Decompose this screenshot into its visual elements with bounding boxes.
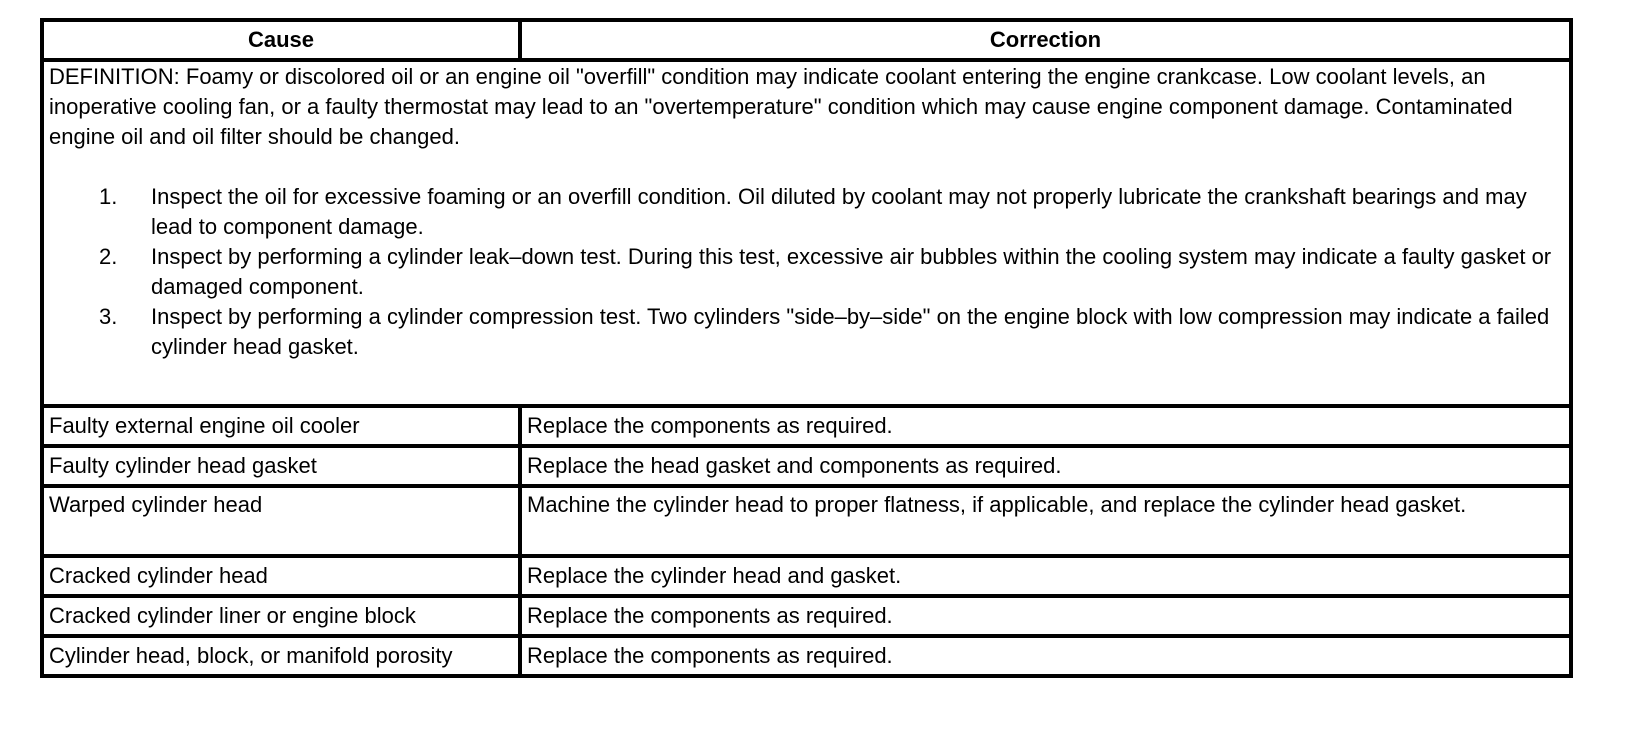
inspection-steps: [49, 182, 1564, 362]
step-number: 2.: [99, 244, 118, 269]
correction-cell: Replace the cylinder head and gasket.: [520, 556, 1571, 596]
cause-cell: Faulty cylinder head gasket: [42, 446, 520, 486]
table-row: [42, 446, 1571, 486]
header-row: [42, 20, 1571, 60]
table-row: [42, 486, 1571, 556]
definition-row: [42, 60, 1571, 406]
correction-cell: Replace the head gasket and components as required.: [520, 446, 1571, 486]
step-item: [49, 182, 1564, 242]
definition-text: DEFINITION: Foamy or discolored oil or an engine oil "overfill" condition may indicate coolant entering the engine crankcase. Low coolant levels, an inoperative cooling fan, or a faulty thermostat may lead to an "overtemperature" condition which may cause engine component damage. Contaminated engine oil and oil filter should be changed.: [49, 64, 1513, 149]
cause-header: Cause: [42, 20, 520, 60]
step-text: Inspect by performing a cylinder leak–down test. During this test, excessive air bubbles within the cooling system may indicate a faulty gasket or damaged component.: [151, 244, 1552, 299]
correction-cell: Replace the components as required.: [520, 406, 1571, 446]
step-number: 3.: [99, 304, 118, 329]
cause-cell: Warped cylinder head: [42, 486, 520, 556]
step-item: [49, 242, 1564, 302]
step-item: [49, 302, 1564, 362]
table-row: [42, 406, 1571, 446]
correction-header: Correction: [520, 20, 1571, 60]
cause-cell: Cracked cylinder liner or engine block: [42, 596, 520, 636]
table-row: [42, 596, 1571, 636]
correction-cell: Replace the components as required.: [520, 596, 1571, 636]
cause-cell: Cylinder head, block, or manifold porosity: [42, 636, 520, 676]
table-row: [42, 556, 1571, 596]
definition-cell: [42, 60, 1571, 406]
step-number: 1.: [99, 184, 118, 209]
table-row: [42, 636, 1571, 676]
cause-cell: Cracked cylinder head: [42, 556, 520, 596]
correction-cell: Replace the components as required.: [520, 636, 1571, 676]
step-text: Inspect by performing a cylinder compression test. Two cylinders "side–by–side" on the engine block with low compression may indicate a failed cylinder head gasket.: [151, 304, 1550, 359]
step-text: Inspect the oil for excessive foaming or an overfill condition. Oil diluted by coolant may not properly lubricate the crankshaft bearings and may lead to component damage.: [151, 184, 1527, 239]
diagnostic-table: [40, 18, 1573, 678]
cause-cell: Faulty external engine oil cooler: [42, 406, 520, 446]
correction-cell: Machine the cylinder head to proper flatness, if applicable, and replace the cylinder head gasket.: [520, 486, 1571, 556]
